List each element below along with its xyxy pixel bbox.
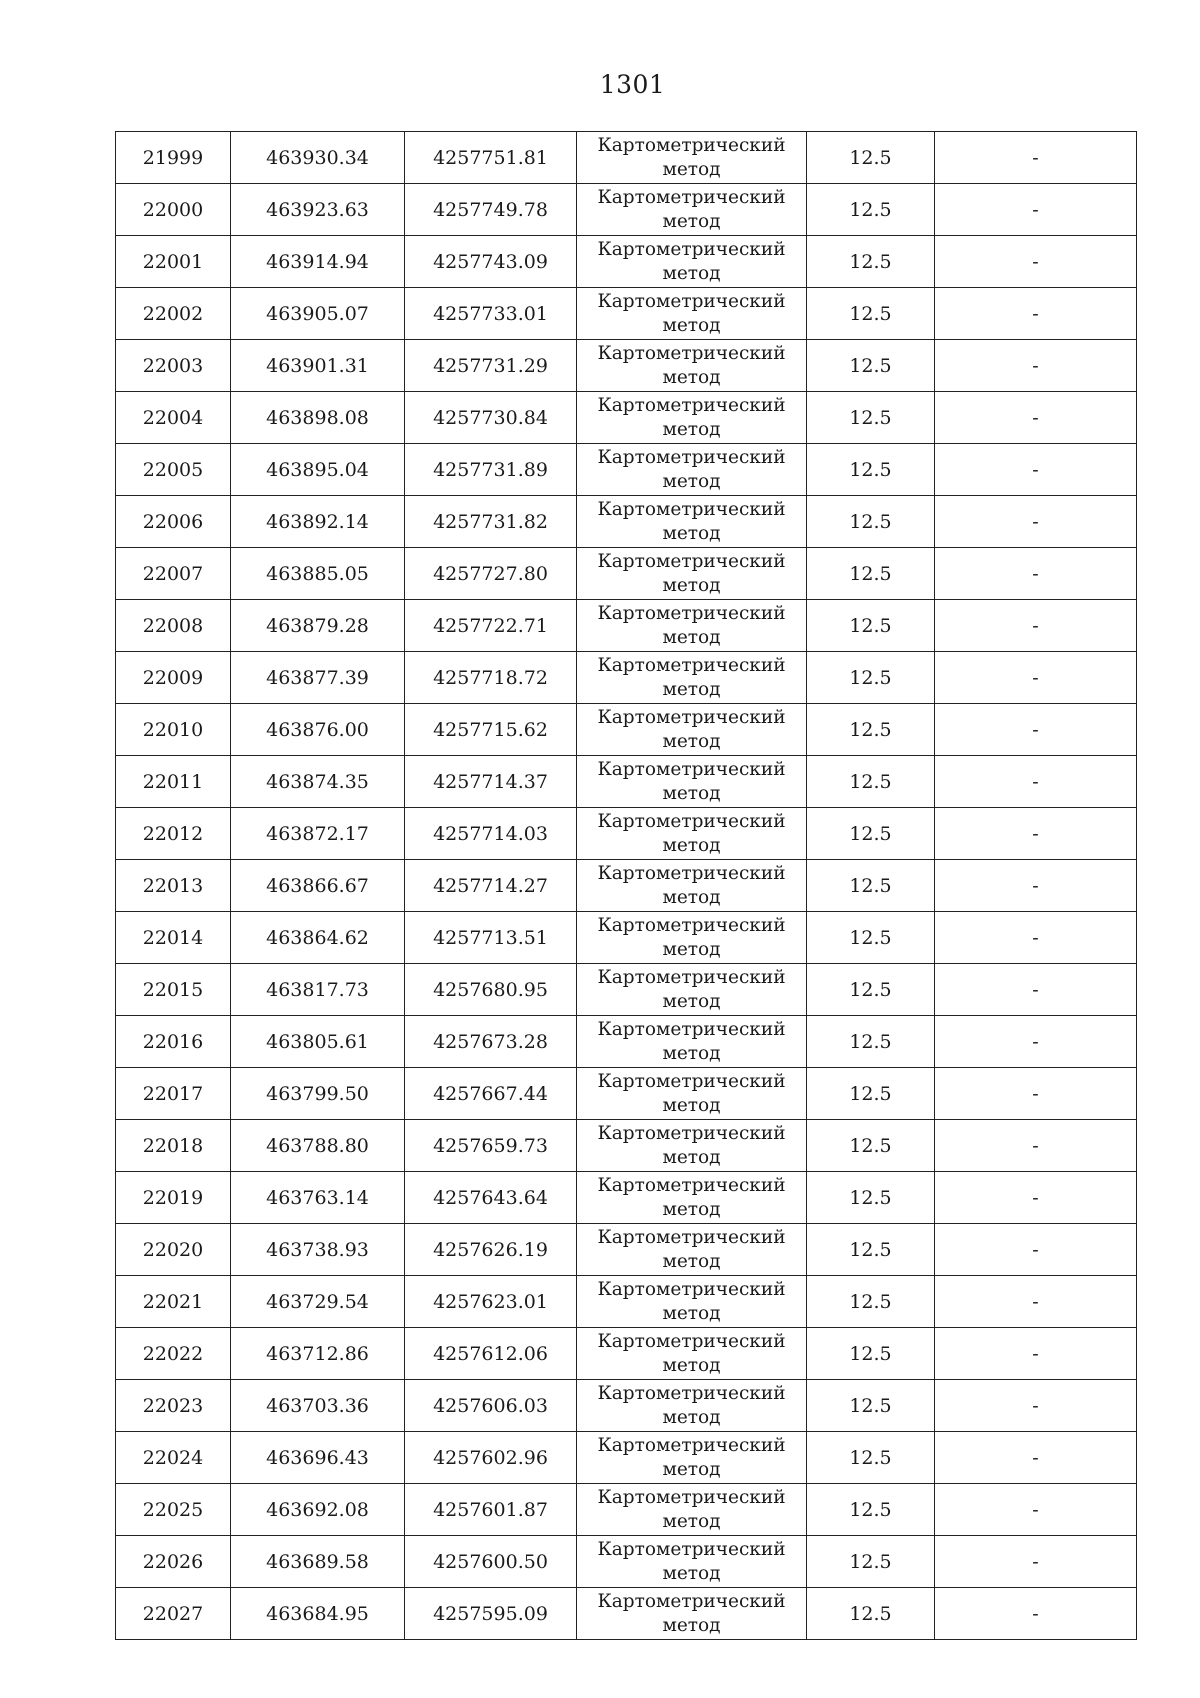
method-line-2: метод (662, 730, 721, 752)
x-coordinate-cell: 463905.07 (231, 288, 405, 340)
x-coordinate-cell: 463692.08 (231, 1484, 405, 1536)
method-line-2: метод (662, 1562, 721, 1584)
accuracy-cell: 12.5 (807, 1588, 935, 1640)
point-number-cell: 22001 (116, 236, 231, 288)
x-coordinate-cell: 463696.43 (231, 1432, 405, 1484)
method-cell (577, 496, 807, 548)
method-line-2: метод (662, 210, 721, 232)
method-line-2: метод (662, 574, 721, 596)
note-cell: - (935, 964, 1137, 1016)
method-line-2: метод (662, 158, 721, 180)
note-cell: - (935, 288, 1137, 340)
table-row (116, 704, 1137, 756)
method-line-2: метод (662, 1042, 721, 1064)
accuracy-cell: 12.5 (807, 288, 935, 340)
x-coordinate-cell: 463788.80 (231, 1120, 405, 1172)
note-cell: - (935, 1172, 1137, 1224)
accuracy-cell: 12.5 (807, 756, 935, 808)
point-number-cell: 22010 (116, 704, 231, 756)
point-number-cell: 22005 (116, 444, 231, 496)
note-cell: - (935, 340, 1137, 392)
note-cell: - (935, 184, 1137, 236)
accuracy-cell: 12.5 (807, 964, 935, 1016)
x-coordinate-cell: 463914.94 (231, 236, 405, 288)
method-cell (577, 1588, 807, 1640)
method-cell (577, 704, 807, 756)
method-line-2: метод (662, 1146, 721, 1168)
y-coordinate-cell: 4257680.95 (405, 964, 577, 1016)
table-row (116, 1536, 1137, 1588)
method-cell (577, 1016, 807, 1068)
method-cell (577, 1432, 807, 1484)
table-row (116, 1588, 1137, 1640)
method-line-2: метод (662, 314, 721, 336)
method-line-1: Картометрический (597, 1278, 786, 1300)
method-line-1: Картометрический (597, 1226, 786, 1248)
note-cell: - (935, 1380, 1137, 1432)
accuracy-cell: 12.5 (807, 392, 935, 444)
method-cell (577, 548, 807, 600)
x-coordinate-cell: 463864.62 (231, 912, 405, 964)
point-number-cell: 22027 (116, 1588, 231, 1640)
y-coordinate-cell: 4257731.82 (405, 496, 577, 548)
method-line-2: метод (662, 1250, 721, 1272)
method-line-2: метод (662, 1198, 721, 1220)
note-cell: - (935, 132, 1137, 184)
x-coordinate-cell: 463712.86 (231, 1328, 405, 1380)
accuracy-cell: 12.5 (807, 184, 935, 236)
table-row (116, 1276, 1137, 1328)
method-line-2: метод (662, 262, 721, 284)
table-row (116, 964, 1137, 1016)
x-coordinate-cell: 463930.34 (231, 132, 405, 184)
point-number-cell: 22011 (116, 756, 231, 808)
x-coordinate-cell: 463817.73 (231, 964, 405, 1016)
method-line-1: Картометрический (597, 1070, 786, 1092)
method-line-2: метод (662, 418, 721, 440)
point-number-cell: 22002 (116, 288, 231, 340)
method-line-2: метод (662, 1614, 721, 1636)
note-cell: - (935, 444, 1137, 496)
table-body (116, 132, 1137, 1640)
accuracy-cell: 12.5 (807, 1068, 935, 1120)
y-coordinate-cell: 4257715.62 (405, 704, 577, 756)
method-line-1: Картометрический (597, 810, 786, 832)
point-number-cell: 22021 (116, 1276, 231, 1328)
method-line-1: Картометрический (597, 394, 786, 416)
y-coordinate-cell: 4257667.44 (405, 1068, 577, 1120)
method-line-1: Картометрический (597, 1018, 786, 1040)
point-number-cell: 22015 (116, 964, 231, 1016)
point-number-cell: 22003 (116, 340, 231, 392)
x-coordinate-cell: 463885.05 (231, 548, 405, 600)
table-row (116, 288, 1137, 340)
method-line-2: метод (662, 1406, 721, 1428)
note-cell: - (935, 1276, 1137, 1328)
method-cell (577, 444, 807, 496)
page-number: 1301 (599, 70, 666, 99)
accuracy-cell: 12.5 (807, 1172, 935, 1224)
x-coordinate-cell: 463901.31 (231, 340, 405, 392)
note-cell: - (935, 1588, 1137, 1640)
method-line-1: Картометрический (597, 1122, 786, 1144)
point-number-cell: 21999 (116, 132, 231, 184)
point-number-cell: 22025 (116, 1484, 231, 1536)
table-row (116, 392, 1137, 444)
accuracy-cell: 12.5 (807, 1380, 935, 1432)
method-cell (577, 1484, 807, 1536)
accuracy-cell: 12.5 (807, 600, 935, 652)
y-coordinate-cell: 4257659.73 (405, 1120, 577, 1172)
table-row (116, 1120, 1137, 1172)
y-coordinate-cell: 4257601.87 (405, 1484, 577, 1536)
table-row (116, 132, 1137, 184)
y-coordinate-cell: 4257743.09 (405, 236, 577, 288)
method-line-1: Картометрический (597, 1174, 786, 1196)
method-cell (577, 1276, 807, 1328)
method-line-2: метод (662, 990, 721, 1012)
x-coordinate-cell: 463763.14 (231, 1172, 405, 1224)
accuracy-cell: 12.5 (807, 1536, 935, 1588)
x-coordinate-cell: 463876.00 (231, 704, 405, 756)
method-cell (577, 1536, 807, 1588)
x-coordinate-cell: 463805.61 (231, 1016, 405, 1068)
method-line-1: Картометрический (597, 134, 786, 156)
method-line-1: Картометрический (597, 1382, 786, 1404)
table-row (116, 1380, 1137, 1432)
method-cell (577, 860, 807, 912)
x-coordinate-cell: 463898.08 (231, 392, 405, 444)
note-cell: - (935, 704, 1137, 756)
method-cell (577, 808, 807, 860)
point-number-cell: 22023 (116, 1380, 231, 1432)
note-cell: - (935, 496, 1137, 548)
table-row (116, 444, 1137, 496)
y-coordinate-cell: 4257713.51 (405, 912, 577, 964)
accuracy-cell: 12.5 (807, 1120, 935, 1172)
method-line-2: метод (662, 366, 721, 388)
x-coordinate-cell: 463879.28 (231, 600, 405, 652)
y-coordinate-cell: 4257714.27 (405, 860, 577, 912)
y-coordinate-cell: 4257606.03 (405, 1380, 577, 1432)
note-cell: - (935, 808, 1137, 860)
accuracy-cell: 12.5 (807, 496, 935, 548)
accuracy-cell: 12.5 (807, 1276, 935, 1328)
y-coordinate-cell: 4257731.29 (405, 340, 577, 392)
note-cell: - (935, 756, 1137, 808)
method-line-1: Картометрический (597, 706, 786, 728)
table-row (116, 1484, 1137, 1536)
method-line-1: Картометрический (597, 1486, 786, 1508)
point-number-cell: 22014 (116, 912, 231, 964)
y-coordinate-cell: 4257751.81 (405, 132, 577, 184)
method-line-2: метод (662, 886, 721, 908)
y-coordinate-cell: 4257749.78 (405, 184, 577, 236)
note-cell: - (935, 860, 1137, 912)
x-coordinate-cell: 463684.95 (231, 1588, 405, 1640)
y-coordinate-cell: 4257602.96 (405, 1432, 577, 1484)
accuracy-cell: 12.5 (807, 652, 935, 704)
method-line-2: метод (662, 1094, 721, 1116)
x-coordinate-cell: 463895.04 (231, 444, 405, 496)
table-row (116, 1432, 1137, 1484)
method-line-2: метод (662, 834, 721, 856)
table-row (116, 860, 1137, 912)
x-coordinate-cell: 463866.67 (231, 860, 405, 912)
point-number-cell: 22018 (116, 1120, 231, 1172)
y-coordinate-cell: 4257595.09 (405, 1588, 577, 1640)
method-cell (577, 288, 807, 340)
note-cell: - (935, 1120, 1137, 1172)
table-row (116, 184, 1137, 236)
accuracy-cell: 12.5 (807, 548, 935, 600)
table-row (116, 236, 1137, 288)
method-cell (577, 1172, 807, 1224)
note-cell: - (935, 1328, 1137, 1380)
point-number-cell: 22024 (116, 1432, 231, 1484)
method-line-1: Картометрический (597, 758, 786, 780)
note-cell: - (935, 1484, 1137, 1536)
method-cell (577, 964, 807, 1016)
accuracy-cell: 12.5 (807, 1224, 935, 1276)
method-line-1: Картометрический (597, 238, 786, 260)
accuracy-cell: 12.5 (807, 340, 935, 392)
y-coordinate-cell: 4257730.84 (405, 392, 577, 444)
method-cell (577, 1068, 807, 1120)
y-coordinate-cell: 4257714.03 (405, 808, 577, 860)
method-line-1: Картометрический (597, 550, 786, 572)
table-row (116, 496, 1137, 548)
table-row (116, 808, 1137, 860)
accuracy-cell: 12.5 (807, 860, 935, 912)
table-row (116, 340, 1137, 392)
accuracy-cell: 12.5 (807, 808, 935, 860)
table-row (116, 1016, 1137, 1068)
y-coordinate-cell: 4257626.19 (405, 1224, 577, 1276)
note-cell: - (935, 236, 1137, 288)
method-line-1: Картометрический (597, 1590, 786, 1612)
method-line-1: Картометрический (597, 914, 786, 936)
point-number-cell: 22020 (116, 1224, 231, 1276)
table-row (116, 1328, 1137, 1380)
y-coordinate-cell: 4257714.37 (405, 756, 577, 808)
y-coordinate-cell: 4257612.06 (405, 1328, 577, 1380)
note-cell: - (935, 1224, 1137, 1276)
method-cell (577, 652, 807, 704)
method-line-2: метод (662, 1354, 721, 1376)
method-cell (577, 340, 807, 392)
table-row (116, 600, 1137, 652)
method-line-1: Картометрический (597, 966, 786, 988)
method-cell (577, 132, 807, 184)
y-coordinate-cell: 4257718.72 (405, 652, 577, 704)
table-row (116, 912, 1137, 964)
x-coordinate-cell: 463799.50 (231, 1068, 405, 1120)
method-line-1: Картометрический (597, 602, 786, 624)
method-line-2: метод (662, 1458, 721, 1480)
method-cell (577, 912, 807, 964)
y-coordinate-cell: 4257643.64 (405, 1172, 577, 1224)
method-line-1: Картометрический (597, 498, 786, 520)
x-coordinate-cell: 463892.14 (231, 496, 405, 548)
y-coordinate-cell: 4257727.80 (405, 548, 577, 600)
accuracy-cell: 12.5 (807, 236, 935, 288)
y-coordinate-cell: 4257733.01 (405, 288, 577, 340)
x-coordinate-cell: 463872.17 (231, 808, 405, 860)
method-line-2: метод (662, 782, 721, 804)
note-cell: - (935, 1016, 1137, 1068)
point-number-cell: 22016 (116, 1016, 231, 1068)
method-line-1: Картометрический (597, 1330, 786, 1352)
y-coordinate-cell: 4257673.28 (405, 1016, 577, 1068)
x-coordinate-cell: 463729.54 (231, 1276, 405, 1328)
method-cell (577, 184, 807, 236)
point-number-cell: 22017 (116, 1068, 231, 1120)
y-coordinate-cell: 4257722.71 (405, 600, 577, 652)
point-number-cell: 22026 (116, 1536, 231, 1588)
method-line-1: Картометрический (597, 446, 786, 468)
note-cell: - (935, 912, 1137, 964)
method-cell (577, 236, 807, 288)
point-number-cell: 22008 (116, 600, 231, 652)
method-line-1: Картометрический (597, 290, 786, 312)
accuracy-cell: 12.5 (807, 704, 935, 756)
y-coordinate-cell: 4257731.89 (405, 444, 577, 496)
x-coordinate-cell: 463923.63 (231, 184, 405, 236)
method-line-2: метод (662, 938, 721, 960)
note-cell: - (935, 392, 1137, 444)
table-row (116, 548, 1137, 600)
note-cell: - (935, 1432, 1137, 1484)
accuracy-cell: 12.5 (807, 1484, 935, 1536)
point-number-cell: 22009 (116, 652, 231, 704)
table-row (116, 756, 1137, 808)
accuracy-cell: 12.5 (807, 444, 935, 496)
method-line-2: метод (662, 470, 721, 492)
point-number-cell: 22007 (116, 548, 231, 600)
x-coordinate-cell: 463689.58 (231, 1536, 405, 1588)
method-line-1: Картометрический (597, 342, 786, 364)
point-number-cell: 22022 (116, 1328, 231, 1380)
point-number-cell: 22019 (116, 1172, 231, 1224)
method-line-2: метод (662, 626, 721, 648)
method-line-1: Картометрический (597, 1538, 786, 1560)
x-coordinate-cell: 463703.36 (231, 1380, 405, 1432)
x-coordinate-cell: 463738.93 (231, 1224, 405, 1276)
method-cell (577, 600, 807, 652)
table-row (116, 1068, 1137, 1120)
x-coordinate-cell: 463877.39 (231, 652, 405, 704)
accuracy-cell: 12.5 (807, 1328, 935, 1380)
method-line-1: Картометрический (597, 862, 786, 884)
method-line-2: метод (662, 1302, 721, 1324)
note-cell: - (935, 1068, 1137, 1120)
method-cell (577, 1120, 807, 1172)
accuracy-cell: 12.5 (807, 1432, 935, 1484)
point-number-cell: 22000 (116, 184, 231, 236)
method-cell (577, 1380, 807, 1432)
y-coordinate-cell: 4257623.01 (405, 1276, 577, 1328)
point-number-cell: 22013 (116, 860, 231, 912)
note-cell: - (935, 652, 1137, 704)
table-row (116, 1224, 1137, 1276)
table-row (116, 652, 1137, 704)
method-line-1: Картометрический (597, 1434, 786, 1456)
method-line-1: Картометрический (597, 186, 786, 208)
method-line-2: метод (662, 522, 721, 544)
accuracy-cell: 12.5 (807, 912, 935, 964)
y-coordinate-cell: 4257600.50 (405, 1536, 577, 1588)
method-cell (577, 756, 807, 808)
method-cell (577, 392, 807, 444)
note-cell: - (935, 548, 1137, 600)
point-number-cell: 22012 (116, 808, 231, 860)
table-row (116, 1172, 1137, 1224)
accuracy-cell: 12.5 (807, 1016, 935, 1068)
note-cell: - (935, 600, 1137, 652)
method-line-1: Картометрический (597, 654, 786, 676)
method-line-2: метод (662, 1510, 721, 1532)
method-cell (577, 1328, 807, 1380)
accuracy-cell: 12.5 (807, 132, 935, 184)
method-cell (577, 1224, 807, 1276)
x-coordinate-cell: 463874.35 (231, 756, 405, 808)
point-number-cell: 22004 (116, 392, 231, 444)
note-cell: - (935, 1536, 1137, 1588)
coordinates-table (115, 131, 1137, 1640)
point-number-cell: 22006 (116, 496, 231, 548)
method-line-2: метод (662, 678, 721, 700)
